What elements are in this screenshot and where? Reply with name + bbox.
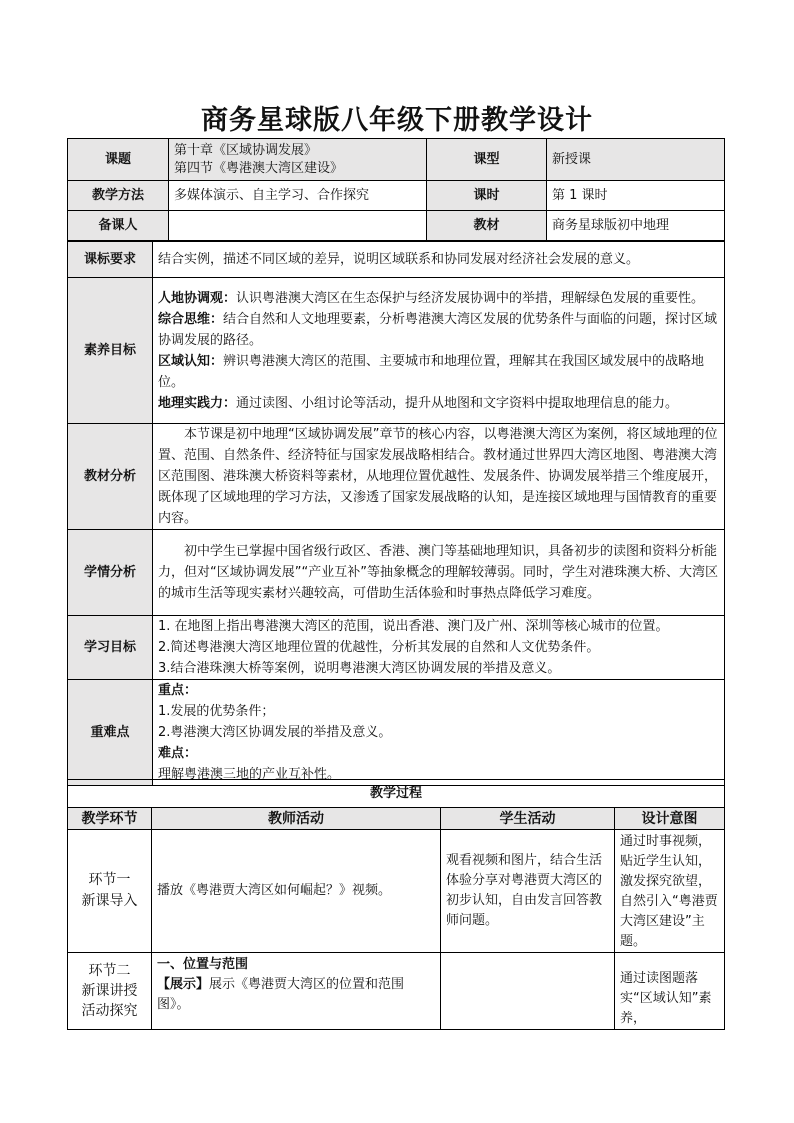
mubiao-content [153, 616, 725, 680]
intent-cell: 通过时事视频，贴近学生认知，激发探究欲望，自然引入“粤港贾大湾区建设”主题。 [615, 830, 725, 953]
jiaocai-fenxi-label: 教材分析 [68, 424, 153, 530]
teacher-cell [152, 830, 441, 953]
xueqing-text: 初中学生已掌握中国省级行政区、香港、澳门等基础地理知识，具备初步的读图和资料分析能力，但对“区域协调发展”“产业互补”等抽象概念的理解较薄弱。同时，学生对港珠澳大桥、大湾区的城市生活等现实素材兴趣较高，可借助生活体验和时事热点降低学习难度。 [153, 530, 725, 616]
page-title: 商务星球版八年级下册教学设计 [201, 105, 593, 136]
process-header-student: 学生活动 [441, 808, 615, 830]
suyang-item [158, 309, 719, 351]
suyang-item [158, 351, 719, 393]
suyang-content [153, 278, 725, 424]
stage-cell [68, 830, 152, 953]
keti-label: 课题 [68, 139, 169, 181]
teacher-cell [152, 953, 441, 1030]
keti-line-1: 第十章《区域协调发展》 [174, 142, 318, 158]
suyang-item [158, 393, 719, 414]
suyang-item [158, 288, 719, 309]
zhongdian-item: 2.粤港澳大湾区协调发展的举措及意义。 [158, 725, 392, 740]
stage-line: 环节二 [88, 963, 131, 979]
beikeren-label: 备课人 [68, 211, 169, 241]
student-cell: 观看视频和图片，结合生活体验分享对粤港贾大湾区的初步认知，自由发言回答教师问题。 [441, 830, 615, 953]
student-cell [441, 953, 615, 1030]
teacher-text: 展示《粤港贾大湾区的位置和范围图》。 [157, 977, 405, 1012]
mubiao-item: 2.简述粤港澳大湾区地理位置的优越性，分析其发展的自然和人文优势条件。 [158, 640, 600, 655]
kexing-value: 新授课 [547, 139, 725, 181]
stage-line: 环节一 [88, 872, 131, 888]
kebiao-label: 课标要求 [68, 242, 153, 278]
suyang-label: 素养目标 [68, 278, 153, 424]
keshi-value: 第 1 课时 [547, 181, 725, 211]
mubiao-label: 学习目标 [68, 616, 153, 680]
process-title: 教学过程 [68, 780, 725, 808]
stage-line: 新课讲授 [81, 983, 138, 999]
zhongdian-item: 1.发展的优势条件； [158, 704, 275, 719]
suyang-item-head: 区域认知： [158, 353, 224, 369]
suyang-item-head: 人地协调观： [158, 290, 237, 306]
keshi-label: 课时 [427, 181, 547, 211]
suyang-item-head: 综合思维： [158, 311, 224, 327]
suyang-item-text: 结合自然和人文地理要素，分析粤港澳大湾区发展的优势条件与面临的问题，探讨区域协调发展的路径。 [158, 311, 718, 348]
intent-cell: 通过读图题落实“区域认知”素养， [615, 953, 725, 1030]
nandian-head: 难点： [158, 746, 198, 761]
zhongnan-label: 重难点 [68, 680, 153, 786]
stage-line: 新课导入 [81, 893, 138, 909]
teacher-head: 一、位置与范围 [157, 957, 249, 972]
sections-table [67, 241, 725, 786]
fangfa-value: 多媒体演示、自主学习、合作探究 [169, 181, 427, 211]
process-header-teacher: 教师活动 [152, 808, 441, 830]
info-table [67, 138, 725, 241]
suyang-item-text: 认识粤港澳大湾区在生态保护与经济发展协调中的举措，理解绿色发展的重要性。 [236, 290, 705, 306]
stage-cell [68, 953, 152, 1030]
suyang-item-text: 通过读图、小组讨论等活动，提升从地图和文字资料中提取地理信息的能力。 [236, 395, 679, 411]
keti-value [169, 139, 427, 181]
teacher-text: 播放《粤港贾大湾区如何崛起？》视频。 [157, 883, 392, 898]
process-table [67, 779, 725, 1030]
keti-line-2: 第四节《粤港澳大湾区建设》 [174, 160, 344, 176]
zhongnan-content [153, 680, 725, 786]
teacher-tag: 【展示】 [157, 977, 210, 992]
teacher-line [157, 975, 435, 1015]
suyang-item-head: 地理实践力： [158, 395, 237, 411]
jiaocai-label: 教材 [427, 211, 547, 241]
stage-line: 活动探究 [81, 1003, 138, 1019]
process-header-intent: 设计意图 [615, 808, 725, 830]
mubiao-item: 3.结合港珠澳大桥等案例，说明粤港澳大湾区协调发展的举措及意义。 [158, 661, 561, 676]
table-row [68, 953, 725, 1030]
nandian-text: 理解粤港澳三地的产业互补性。 [158, 767, 341, 782]
kexing-label: 课型 [427, 139, 547, 181]
jiaocai-fenxi-text: 本节课是初中地理“区域协调发展”章节的核心内容，以粤港澳大湾区为案例，将区域地理的位置、范围、自然条件、经济特征与国家发展战略相结合。教材通过世界四大湾区地图、粤港澳大湾区范围图、港珠澳大桥资料等素材，从地理位置优越性、发展条件、协调发展举措三个维度展开，既体现了区域地理的学习方法，又渗透了国家发展战略的认知，是连接区域地理与国情教育的重要内容。 [153, 424, 725, 530]
mubiao-item: 1. 在地图上指出粤港澳大湾区的范围，说出香港、澳门及广州、深圳等核心城市的位置。 [158, 619, 669, 634]
xueqing-label: 学情分析 [68, 530, 153, 616]
suyang-item-text: 辨识粤港澳大湾区的范围、主要城市和地理位置，理解其在我国区域发展中的战略地位。 [158, 353, 705, 390]
kebiao-text: 结合实例，描述不同区域的差异，说明区域联系和协同发展对经济社会发展的意义。 [153, 242, 725, 278]
table-row [68, 830, 725, 953]
beikeren-value [169, 211, 427, 241]
zhongdian-head: 重点： [158, 683, 198, 698]
jiaocai-value: 商务星球版初中地理 [547, 211, 725, 241]
process-header-stage: 教学环节 [68, 808, 152, 830]
fangfa-label: 教学方法 [68, 181, 169, 211]
